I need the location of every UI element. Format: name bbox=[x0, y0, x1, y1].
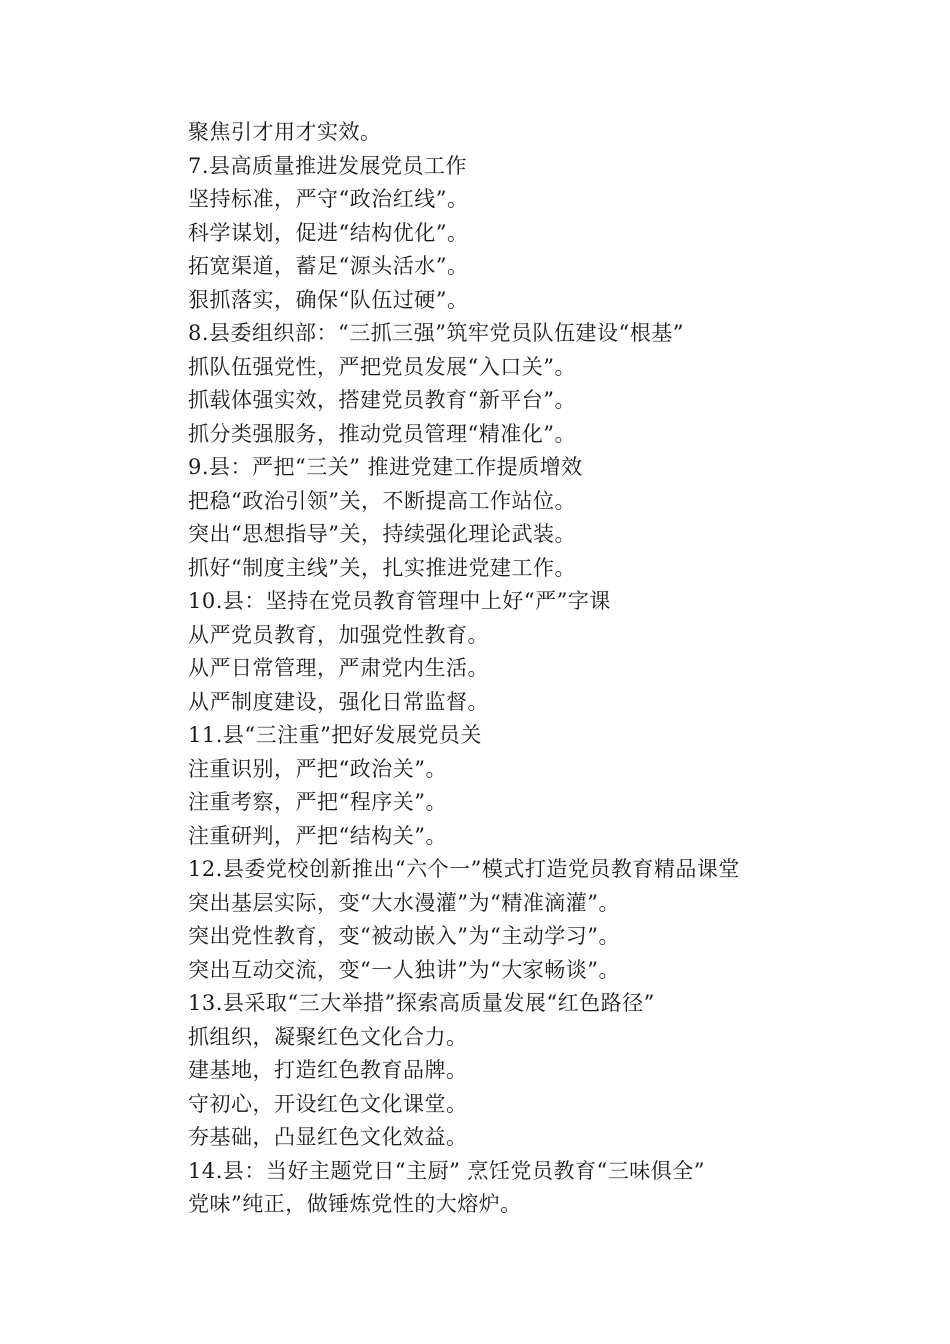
text-line: 夯基础，凸显红色文化效益。 bbox=[188, 1125, 468, 1149]
text-line: 突出“思想指导”关，持续强化理论武装。 bbox=[188, 522, 576, 546]
text-line: 抓队伍强党性，严把党员发展“入口关”。 bbox=[188, 354, 576, 379]
text-line: 突出基层实际，变“大水漫灌”为“精准滴灌”。 bbox=[188, 890, 620, 915]
text-line: 注重考察，严把“程序关”。 bbox=[188, 790, 447, 814]
section-heading: 7.县高质量推进发展党员工作 bbox=[188, 153, 468, 178]
document-body bbox=[188, 116, 888, 1222]
text-line: 建基地，打造红色教育品牌。 bbox=[188, 1058, 468, 1082]
text-line: 把稳“政治引领”关，不断提高工作站位。 bbox=[188, 488, 576, 513]
section-heading: 14.县：当好主题党日“主厨” 烹饪党员教育“三味俱全” bbox=[188, 1158, 706, 1183]
text-line: 突出互动交流，变“一人独讲”为“大家畅谈”。 bbox=[188, 957, 620, 982]
text-line: 科学谋划，促进“结构优化”。 bbox=[188, 220, 469, 245]
section-heading: 9.县：严把“三关” 推进党建工作提质增效 bbox=[188, 455, 583, 479]
text-line: 坚持标准，严守“政治红线”。 bbox=[188, 187, 469, 211]
text-line: 拓宽渠道，蓄足“源头活水”。 bbox=[188, 254, 469, 278]
text-line: 注重研判，严把“结构关”。 bbox=[188, 823, 447, 848]
text-line: 注重识别，严把“政治关”。 bbox=[188, 756, 447, 781]
text-line: 从严制度建设，强化日常监督。 bbox=[188, 689, 489, 714]
section-heading: 10.县：坚持在党员教育管理中上好“严”字课 bbox=[188, 589, 611, 613]
section-heading: 13.县采取“三大举措”探索高质量发展“红色路径” bbox=[188, 991, 655, 1015]
text-line: 狠抓落实，确保“队伍过硬”。 bbox=[188, 287, 469, 312]
text-line: 聚焦引才用才实效。 bbox=[188, 120, 382, 144]
text-line: 抓载体强实效，搭建党员教育“新平台”。 bbox=[188, 388, 576, 412]
text-line: 抓好“制度主线”关，扎实推进党建工作。 bbox=[188, 555, 576, 580]
text-line: 守初心，开设红色文化课堂。 bbox=[188, 1091, 468, 1116]
text-line: 从严日常管理，严肃党内生活。 bbox=[188, 656, 489, 680]
section-heading: 8.县委组织部：“三抓三强”筑牢党员队伍建设“根基” bbox=[188, 321, 684, 345]
text-line: 从严党员教育，加强党性教育。 bbox=[188, 622, 489, 647]
text-line: 抓组织，凝聚红色文化合力。 bbox=[188, 1024, 468, 1049]
text-line: 抓分类强服务，推动党员管理“精准化”。 bbox=[188, 421, 576, 446]
section-heading: 11.县“三注重”把好发展党员关 bbox=[188, 723, 482, 747]
text-line: 党味”纯正，做锤炼党性的大熔炉。 bbox=[188, 1192, 522, 1216]
text-line: 突出党性教育，变“被动嵌入”为“主动学习”。 bbox=[188, 924, 620, 948]
section-heading: 12.县委党校创新推出“六个一”模式打造党员教育精品课堂 bbox=[188, 857, 740, 881]
